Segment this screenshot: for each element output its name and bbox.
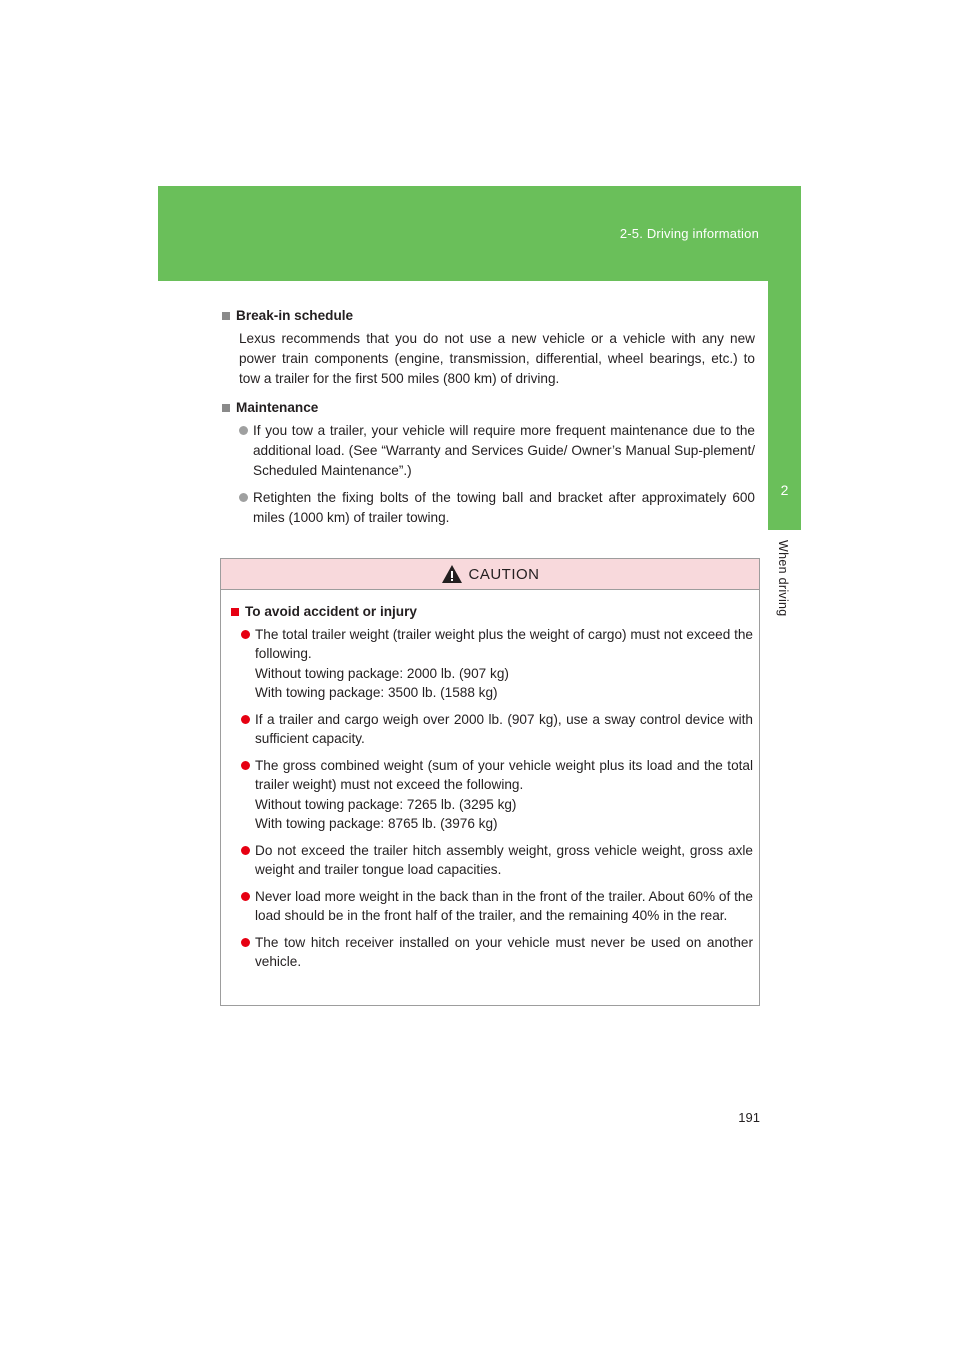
heading-text: Break-in schedule: [236, 308, 354, 323]
heading-text: Maintenance: [236, 400, 319, 415]
section-title: 2-5. Driving information: [619, 226, 759, 241]
text-line: Never load more weight in the back than in the front of the trailer. About 60% of the load should be in the front half of the trailer, and the remaining 40% in the rear.: [255, 888, 753, 923]
caution-body: [221, 590, 759, 972]
list-item: [241, 887, 753, 926]
text-line: Without towing package: 7265 lb. (3295 kg): [255, 796, 517, 812]
text-line: Without towing package: 2000 lb. (907 kg): [255, 665, 509, 681]
side-accent-bar: [768, 186, 801, 460]
list-item-text: [255, 710, 753, 749]
warning-triangle-icon: [441, 564, 463, 584]
text-line: The gross combined weight (sum of your vehicle weight plus its load and the total trailer weight) must not exceed the following.: [255, 757, 753, 792]
break-in-paragraph: Lexus recommends that you do not use a new vehicle or a vehicle with any new power train components (engine, transmission, differential, wheel bearings, etc.) to tow a trailer for the first 500 miles (800 km) of driving.: [239, 331, 755, 386]
list-item-text: Retighten the fixing bolts of the towing ball and bracket after approximately 600 miles (1000 km) of trailer towing.: [253, 490, 755, 525]
circle-bullet-icon: [241, 630, 250, 639]
square-bullet-icon: [222, 312, 230, 320]
subheading-text: To avoid accident or injury: [245, 604, 417, 619]
circle-bullet-icon: [241, 938, 250, 947]
main-content: [222, 306, 755, 535]
chapter-tab: [768, 460, 801, 530]
list-item-text: [255, 625, 753, 703]
list-item: [239, 488, 755, 528]
text-line: If a trailer and cargo weigh over 2000 lb. (907 kg), use a sway control device with sufficient capacity.: [255, 711, 753, 746]
caution-title: CAUTION: [468, 565, 540, 583]
circle-bullet-icon: [241, 892, 250, 901]
list-item: [241, 710, 753, 749]
circle-bullet-icon: [241, 761, 250, 770]
text-line: The tow hitch receiver installed on your vehicle must never be used on another vehicle.: [255, 934, 753, 969]
section-header-band: [158, 186, 801, 281]
list-item: [239, 421, 755, 481]
list-item-text: [255, 841, 753, 880]
circle-bullet-icon: [241, 715, 250, 724]
list-item: [241, 841, 753, 880]
text-line: The total trailer weight (trailer weight plus the weight of cargo) must not exceed the following.: [255, 626, 753, 661]
circle-bullet-icon: [241, 846, 250, 855]
caution-header: [221, 559, 759, 590]
list-item: [241, 933, 753, 972]
page-number: 191: [738, 1110, 760, 1125]
list-item: [241, 625, 753, 703]
list-item-text: [255, 933, 753, 972]
chapter-label: When driving: [776, 540, 790, 617]
square-bullet-icon: [222, 404, 230, 412]
square-bullet-icon: [231, 608, 239, 616]
list-item-text: If you tow a trailer, your vehicle will require more frequent maintenance due to the additional load. (See “Warranty and Services Guide/ Owner’s Manual Sup-plement/ Scheduled Maintenance”.): [253, 423, 755, 478]
section-heading-maintenance: [222, 398, 755, 418]
circle-bullet-icon: [239, 426, 248, 435]
caution-box: [220, 558, 760, 1006]
chapter-number: 2: [780, 482, 789, 498]
list-item: [241, 756, 753, 834]
text-line: With towing package: 8765 lb. (3976 kg): [255, 816, 498, 831]
list-item-text: [255, 756, 753, 834]
circle-bullet-icon: [239, 493, 248, 502]
text-line: With towing package: 3500 lb. (1588 kg): [255, 685, 498, 700]
list-item-text: [255, 887, 753, 926]
caution-subheading: [231, 602, 753, 622]
section-heading-break-in: [222, 306, 755, 326]
text-line: Do not exceed the trailer hitch assembly weight, gross vehicle weight, gross axle weight and trailer tongue load capacities.: [255, 842, 753, 877]
